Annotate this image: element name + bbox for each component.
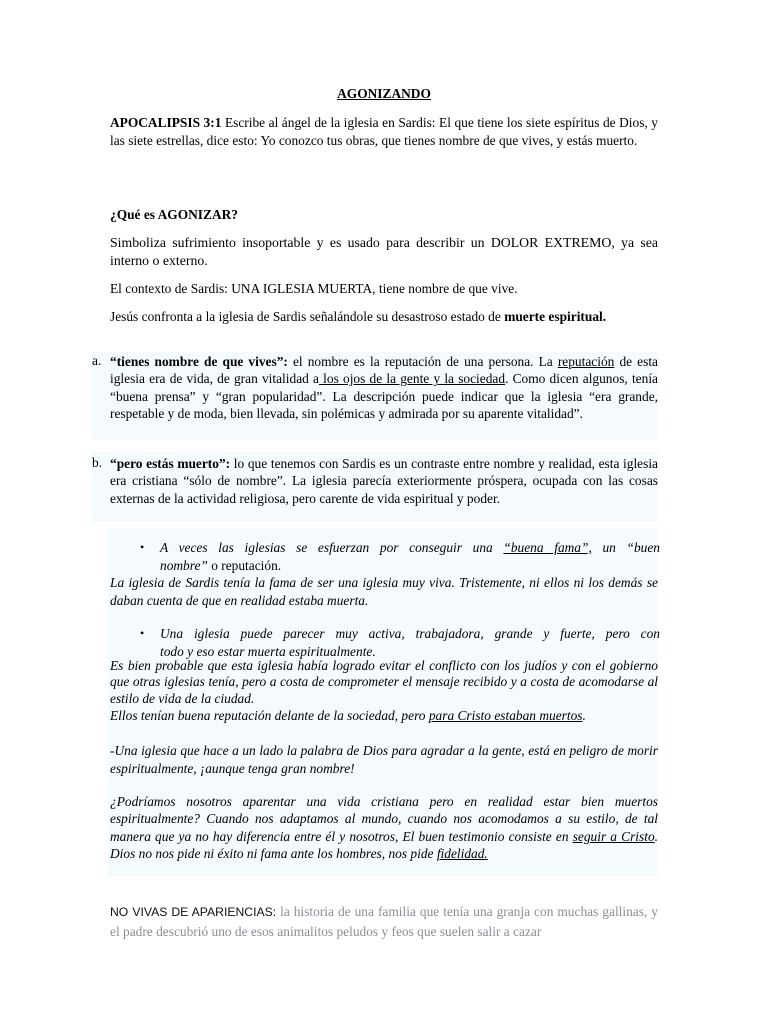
bullet-dot-1: • [140,540,145,554]
document-title: AGONIZANDO [337,86,431,101]
list-marker-a: a. [92,353,102,368]
bullet-item-2: Una iglesia puede parecer muy activa, trabajadora, grande y fuerte, pero con todo y eso estar muerta espiritualmente. [160,626,660,659]
intro-paragraph [110,114,658,149]
question-heading: ¿Qué es AGONIZAR? [110,207,238,222]
paragraph-probable: Es bien probable que esta iglesia había logrado evitar el conflicto con los judíos y con el gobierno que otras iglesias tenía, pero a costa de comprometer el mensaje recibido y a costa de acomodarse al estilo de vida de la ciudad. [110,658,658,706]
scripture-text: Escribe al ángel de la iglesia en Sardis: El que tiene los siete espíritus de Dios, y las siete estrellas, dice esto: Yo conozco tus obras, que tienes nombre de que vives, y estás muerto. [110,115,658,148]
paragraph-una-iglesia: -Una iglesia que hace a un lado la palabra de Dios para agradar a la gente, está en peligro de morir espiritualmente, ¡aunque tenga gran nombre! [110,743,658,776]
paragraph-ellos: Ellos tenían buena reputación delante de la sociedad, pero para Cristo estaban muertos. [110,708,586,723]
paragraph-simboliza: Simboliza sufrimiento insoportable y es usado para describir un DOLOR EXTREMO, ya sea interno o externo. [110,235,658,268]
paragraph-fama: La iglesia de Sardis tenía la fama de ser una iglesia muy viva. Tristemente, ni ellos ni los demás se daban cuenta de que en realidad estaba muerta. [110,575,658,608]
list-marker-b: b. [92,455,103,470]
list-item-a: “tienes nombre de que vives”: el nombre es la reputación de una persona. La reputación de esta iglesia era de vida, de gran vitalidad a los ojos de la gente y la sociedad. Como dicen algunos, tenía “buena prensa” y “gran popularidad”. La descripción puede indicar que la iglesia “era grande, respetable y de moda, bien llevada, sin polémicas y admirada por su aparente vitalidad”. [110,354,658,421]
paragraph-jesus: Jesús confronta a la iglesia de Sardis señalándole su desastroso estado de muerte espiritual. [110,309,607,324]
final-text: la historia de una familia que tenía una granja con muchas gallinas, y el padre descubrió uno de esos animalitos peludos y feos que suelen salir a cazar [110,904,659,939]
bullet-dot-2: • [140,626,145,640]
bullet-item-1: A veces las iglesias se esfuerzan por conseguir una “buena fama”, un “buen nombre” o reputación. [160,540,660,573]
paragraph-contexto: El contexto de Sardis: UNA IGLESIA MUERTA, tiene nombre de que vive. [110,281,518,296]
scripture-reference: APOCALIPSIS 3:1 [110,115,222,130]
final-label: NO VIVAS DE APARIENCIAS: [110,905,277,919]
final-paragraph [110,902,658,941]
list-item-b: “pero estás muerto”: lo que tenemos con Sardis es un contraste entre nombre y realidad, esta iglesia era cristiana “sólo de nombre”. La iglesia parecía exteriormente próspera, ocupada con las cosas externas de la actividad religiosa, pero carente de vida espiritual y poder. [110,456,659,506]
paragraph-podriamos: ¿Podríamos nosotros aparentar una vida cristiana pero en realidad estar bien muertos espiritualmente? Cuando nos adaptamos al mundo, cuando nos acomodamos a su estilo, de tal manera que ya no hay diferencia entre él y nosotros, El buen testimonio consiste en seguir a Cristo. Dios no nos pide ni éxito ni fama ante los hombres, nos pide fidelidad. [110,794,658,861]
